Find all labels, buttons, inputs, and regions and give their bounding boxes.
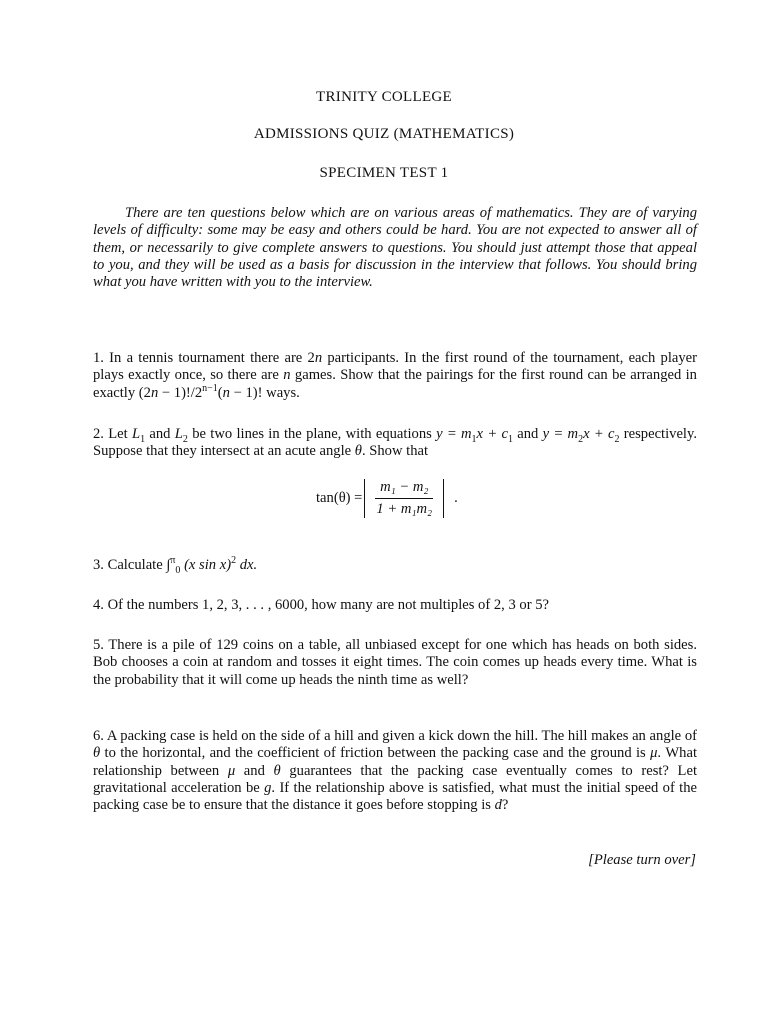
fraction-denominator: 1 + m₁m₂ [376,500,433,517]
formula-lhs: tan(θ) = [316,489,363,506]
college-title: TRINITY COLLEGE [316,89,452,105]
formula-period: . [454,489,458,506]
quiz-title: ADMISSIONS QUIZ (MATHEMATICS) [253,126,515,142]
question-5: 5. There is a pile of 129 coins on a table, all unbiased except for one which has heads on both sides. Bob chooses a coin at random and tosses it eight times. The coin comes up heads every time. What is the probability that it will come up heads the ninth time as well? [93,637,697,688]
tan-formula [316,480,458,516]
absolute-value [364,479,444,518]
intro-paragraph: There are ten questions below which are on various areas of mathematics. They are of varying levels of difficulty: some may be easy and others could be hard. You are not expected to answer all of them, or necessarily to give complete answers to questions. You should just attempt those that appeal to you, and they will be used as a basis for discussion in the interview that follows. You should bring what you have written with you to the interview. [93,205,697,291]
question-6: 6. A packing case is held on the side of a hill and given a kick down the hill. The hill makes an angle of θ to the horizontal, and the coefficient of friction between the packing case and the ground is μ. What relationship between μ and θ guarantees that the packing case eventually comes to rest? Let gravitational acceleration be g. If the relationship above is satisfied, what must the initial speed of the packing case be to ensure that the distance it goes before stopping is d? [93,728,698,814]
integral-sign: ∫ [166,557,171,573]
question-1: 1. In a tennis tournament there are 2n participants. In the first round of the tournament, each player plays exactly once, so there are n games. Show that the pairings for the first round can be arranged in exactly $(2n - 1)!/2^{n-1}(n - 1)$! ways. [93,350,697,401]
fraction-numerator: m₁ − m₂ [375,479,433,499]
fraction [371,479,437,518]
question-2: 2. Let $L_1$ and $L_2$ be two lines in the plane, with equations $y = m_1x + c_1$ and $y = m_2x + c_2$ respectively. Suppose that they intersect at an acute angle θ. Show that [93,426,697,460]
test-title: SPECIMEN TEST 1 [319,165,449,181]
turn-over-note: [Please turn over] [588,852,696,868]
question-3: 3. Calculate ∫$^\pi_0$ (x sin x)$^2$ dx. [93,555,258,576]
question-4: 4. Of the numbers 1, 2, 3, . . . , 6000, how many are not multiples of 2, 3 or 5? [93,597,549,613]
